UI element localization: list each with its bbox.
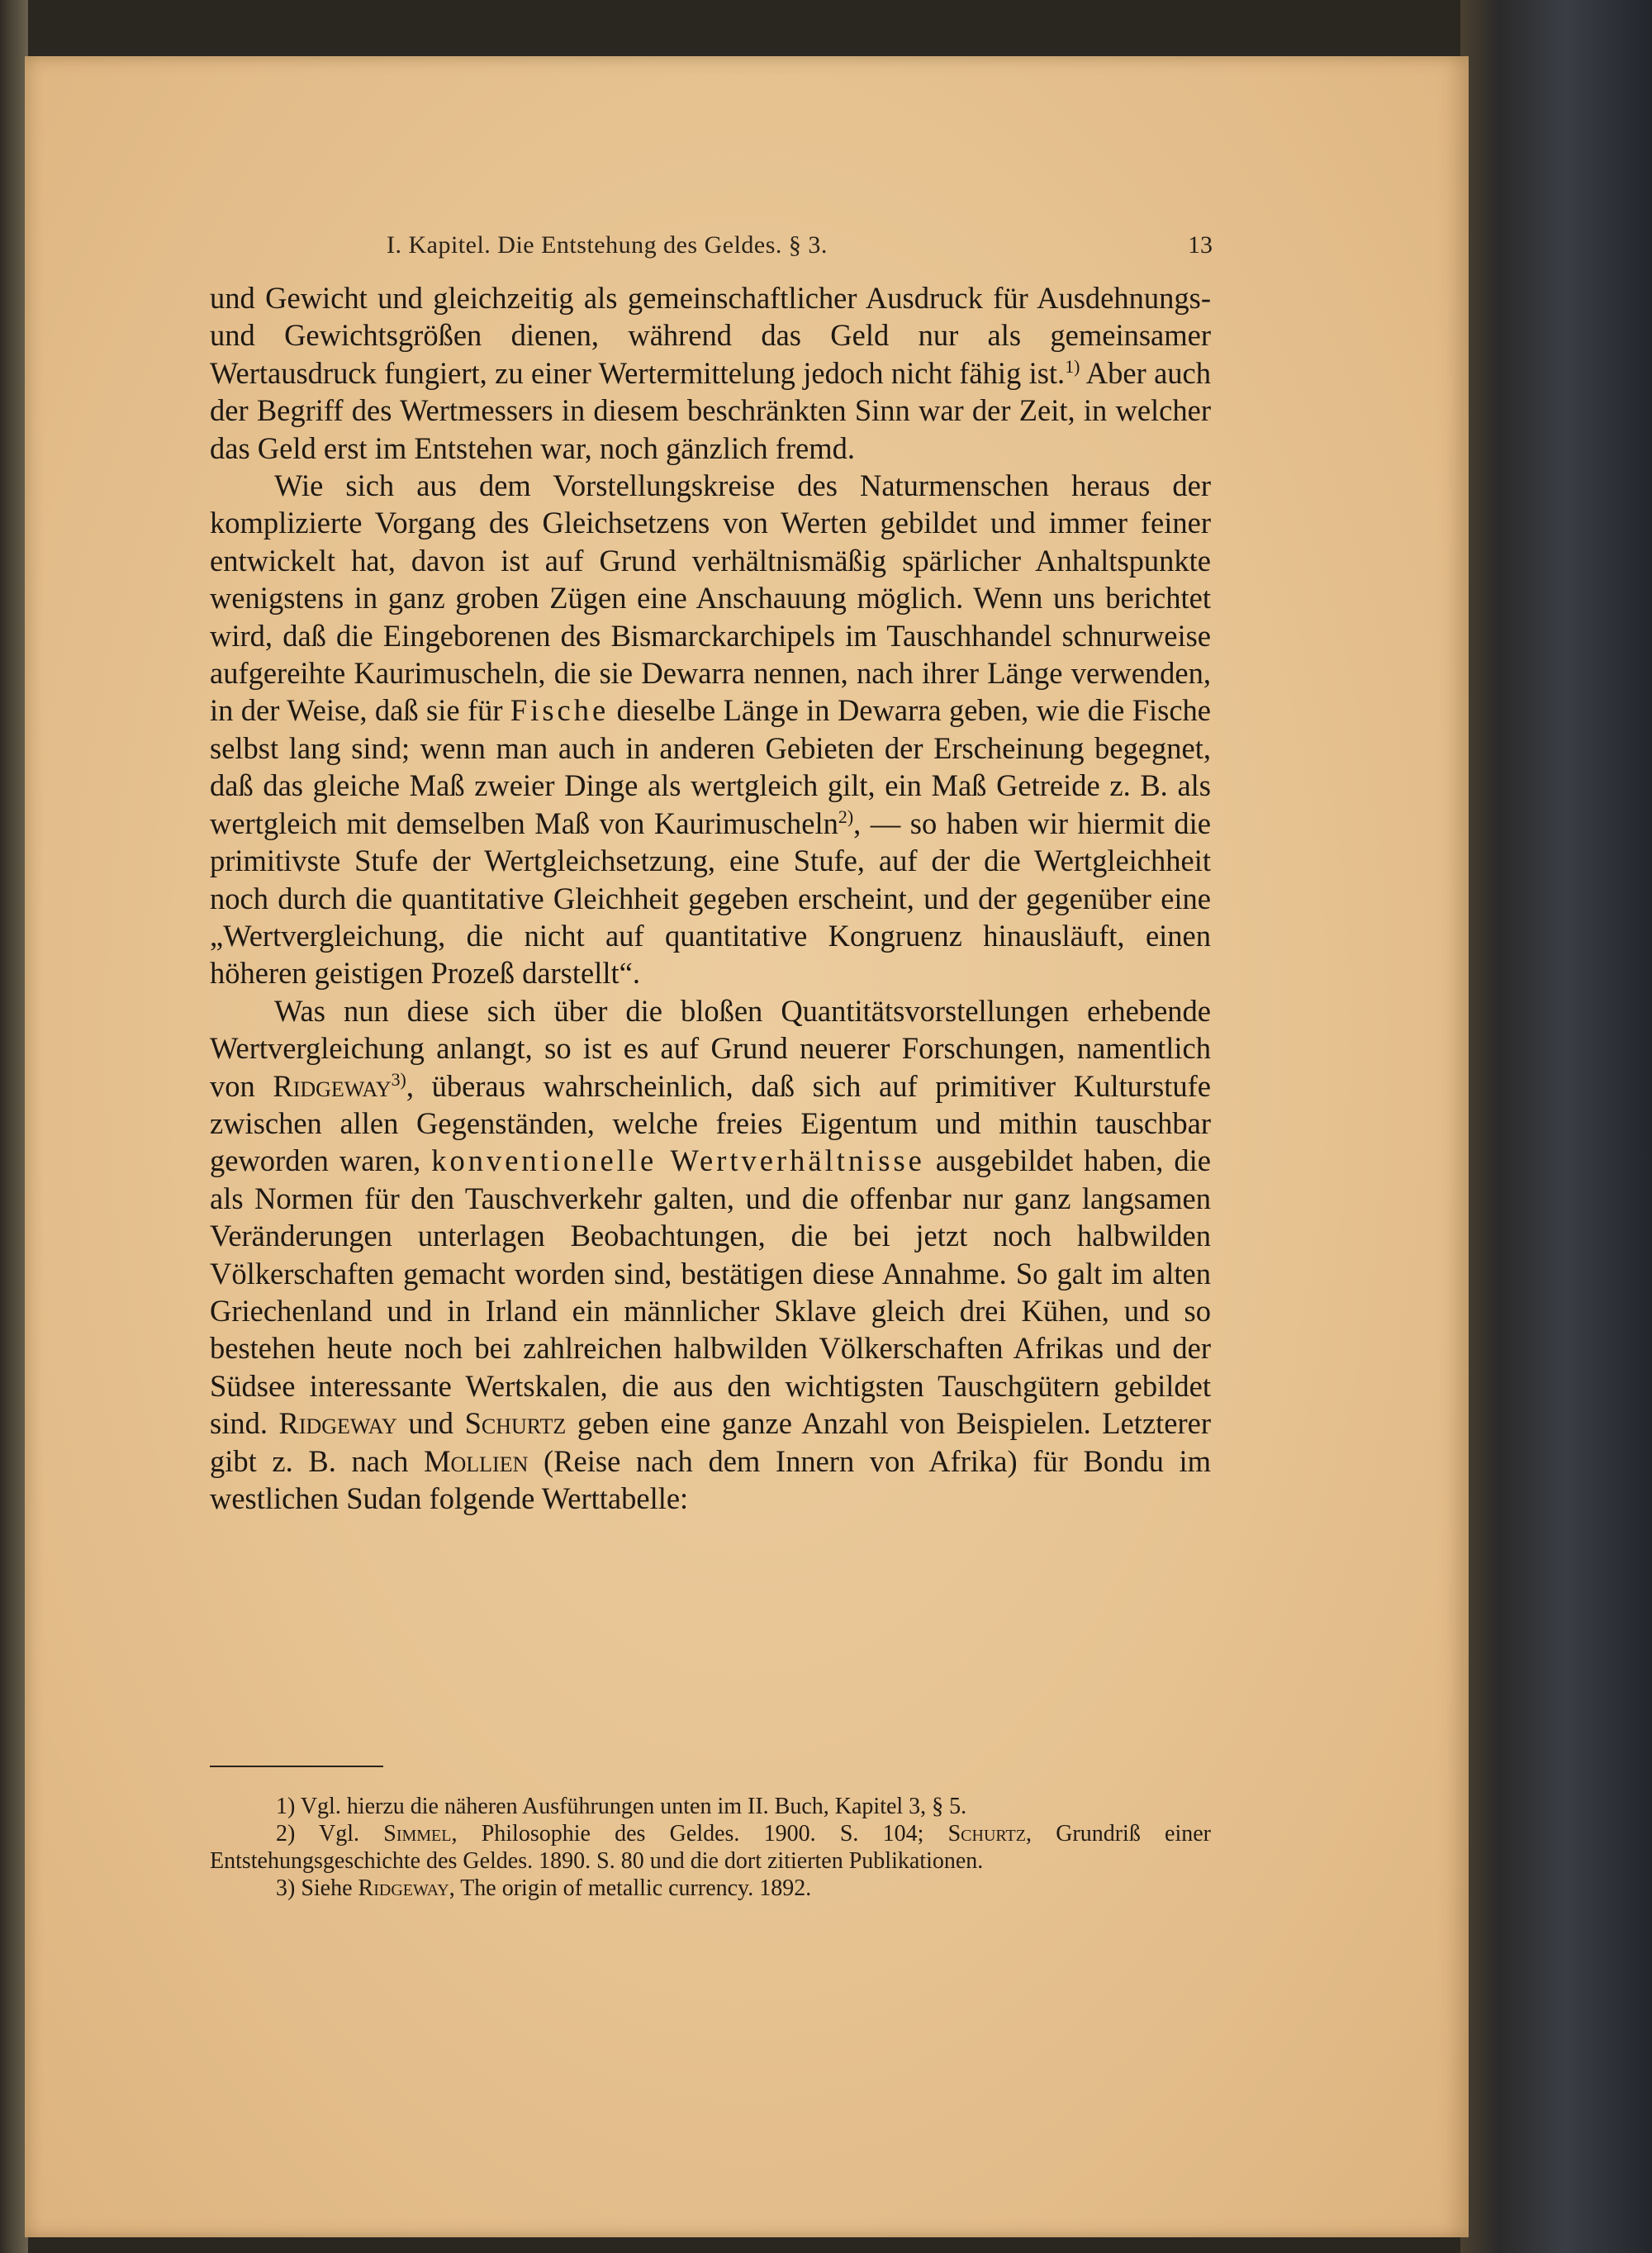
author-name: Schurtz bbox=[464, 1406, 567, 1441]
body-text bbox=[210, 279, 1211, 1517]
spaced-phrase: konventionelle Wertverhältnisse bbox=[431, 1143, 925, 1178]
footnote-3: 3) Siehe Ridgeway, The origin of metallic currency. 1892. bbox=[276, 1875, 812, 1901]
footnotes bbox=[210, 1793, 1211, 1902]
author-name: Mollien bbox=[424, 1443, 529, 1478]
footnote-separator bbox=[210, 1766, 383, 1767]
footnote-ref-3: 3) bbox=[391, 1068, 406, 1090]
book-binding-left bbox=[0, 0, 28, 2253]
author-name: Ridgeway bbox=[273, 1068, 392, 1103]
page-number: 13 bbox=[1188, 231, 1213, 259]
footnote-1: 1) Vgl. hierzu die näheren Ausführungen unten im II. Buch, Kapitel 3, § 5. bbox=[276, 1794, 967, 1819]
author-name: Ridgeway bbox=[358, 1875, 449, 1901]
author-name: Ridgeway bbox=[278, 1406, 397, 1441]
footnote-2: 2) Vgl. Simmel, Philosophie des Geldes. 1900. S. 104; Schurtz, Grundriß einer Entstehungsgeschichte des Geldes. 1890. S. 80 und die dort zitierten Publikationen. bbox=[210, 1821, 1212, 1874]
spaced-word: Fische bbox=[510, 693, 610, 728]
author-name: Simmel bbox=[383, 1821, 452, 1847]
author-name: Schurtz bbox=[947, 1821, 1026, 1847]
footnote-ref-2: 2) bbox=[838, 806, 854, 827]
paragraph-2: Wie sich aus dem Vorstellungskreise des Naturmenschen heraus der komplizierte Vorgang des Gleichsetzens von Werten gebildet und immer feiner entwickelt hat, davon ist auf Grund verhältnismäßig spärlicher Anhaltspunkte wenigstens in ganz groben Zügen eine Anschauung möglich. Wenn uns berichtet wird, daß die Eingeborenen des Bismarckarchipels im Tauschhandel schnurweise aufgereihte Kaurimuscheln, die sie Dewarra nennen, nach ihrer Länge verwenden, in der Weise, daß sie für Fische dieselbe Länge in Dewarra geben, wie die Fische selbst lang sind; wenn man auch in anderen Gebieten der Erscheinung begegnet, daß das gleiche Maß zweier Dinge als wertgleich gilt, ein Maß Getreide z. B. als wertgleich mit demselben Maß von Kaurimuscheln$^{2)}$, — so haben wir hiermit die primitivste Stufe der Wertgleichsetzung, eine Stufe, auf der die Wertgleichheit noch durch die quantitative Gleichheit gegeben erscheint, und der gegenüber eine „Wertvergleichung, die nicht auf quantitative Kongruenz hinausläuft, einen höheren geistigen Prozeß darstellt“. bbox=[210, 468, 1212, 991]
book-binding-right bbox=[1460, 0, 1652, 2253]
running-header bbox=[387, 231, 1213, 268]
chapter-heading: I. Kapitel. Die Entstehung des Geldes. § 3. bbox=[387, 231, 828, 259]
paragraph-3: Was nun diese sich über die bloßen Quantitätsvorstellungen erhebende Wertvergleichung anlangt, so ist es auf Grund neuerer Forschungen, namentlich von Ridgeway$^{3)}$, überaus wahrscheinlich, daß sich auf primitiver Kulturstufe zwischen allen Gegenständen, welche freies Eigentum und mithin tauschbar geworden waren, konventionelle Wertverhältnisse ausgebildet haben, die als Normen für den Tauschverkehr galten, und die offenbar nur ganz langsamen Veränderungen unterlagen Beobachtungen, die bei jetzt noch halbwilden Völkerschaften gemacht worden sind, bestätigen diese Annahme. So galt im alten Griechenland und in Irland ein männlicher Sklave gleich drei Kühen, und so bestehen heute noch bei zahlreichen halbwilden Völkerschaften Afrikas und der Südsee interessante Wertskalen, die aus den wichtigsten Tauschgütern gebildet sind. Ridgeway und Schurtz geben eine ganze Anzahl von Beispielen. Letzterer gibt z. B. nach Mollien (Reise nach dem Innern von Afrika) für Bondu im westlichen Sudan folgende Werttabelle: bbox=[210, 993, 1212, 1515]
footnote-ref-1: 1) bbox=[1065, 355, 1080, 377]
paragraph-1: und Gewicht und gleichzeitig als gemeinschaftlicher Ausdruck für Ausdehnungs- und Gewichtsgrößen dienen, während das Geld nur als gemeinsamer Wertausdruck fungiert, zu einer Wertermittelung jedoch nicht fähig ist.$^{1)}$ Aber auch der Begriff des Wertmessers in diesem beschränkten Sinn war der Zeit, in welcher das Geld erst im Entstehen war, noch gänzlich fremd. bbox=[210, 281, 1211, 465]
